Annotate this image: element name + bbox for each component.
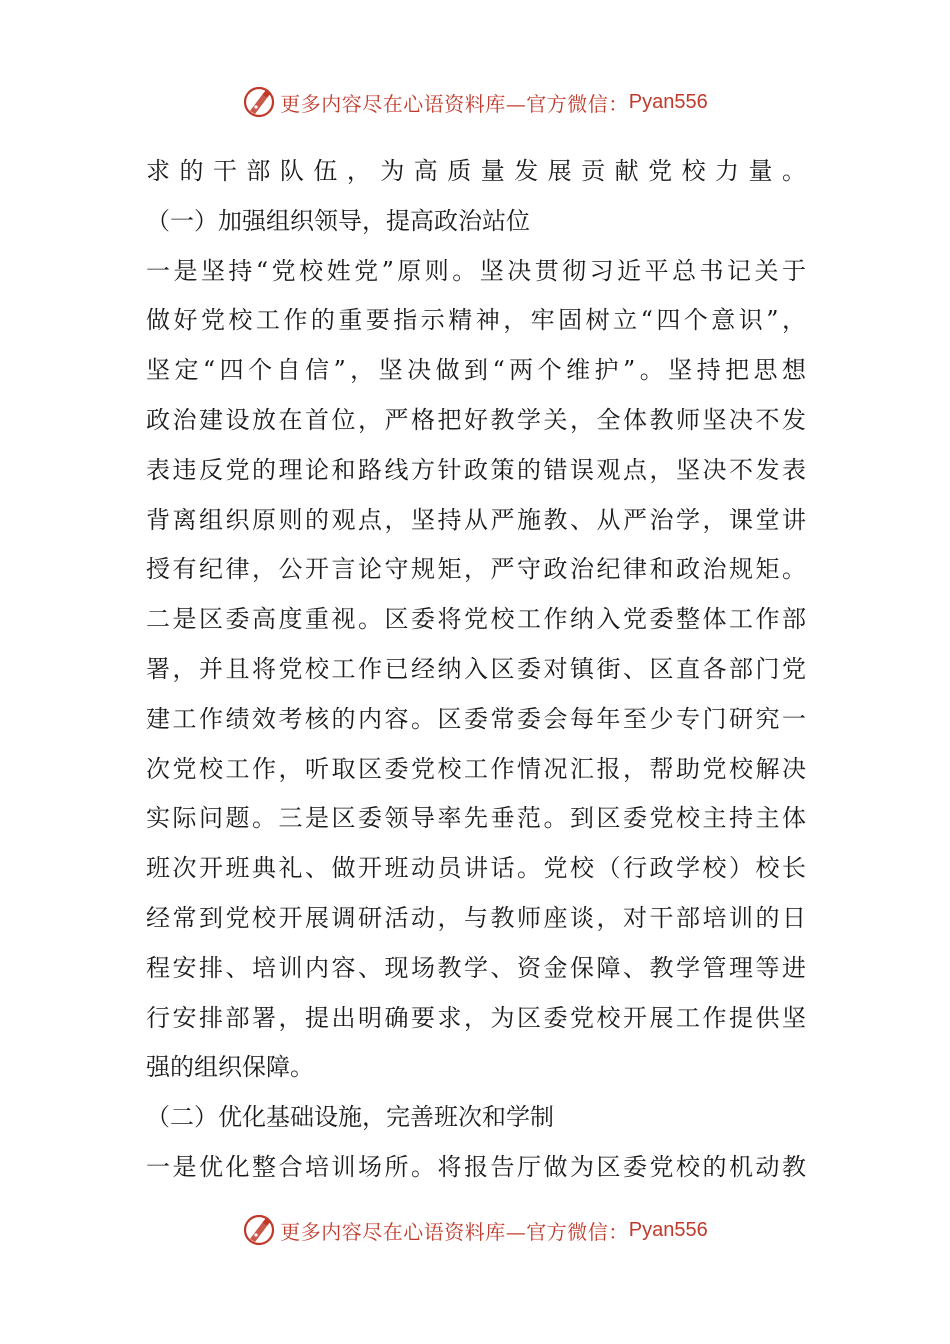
body-line: 经常到党校开展调研活动，与教师座谈，对干部培训的日 [146,903,806,932]
body-line: 建工作绩效考核的内容。区委常委会每年至少专门研究一 [146,704,806,733]
body-line: 行安排部署，提出明确要求，为区委党校开展工作提供坚 [146,1003,806,1032]
body-line: 坚定“四个自信”，坚决做到“两个维护”。坚持把思想 [146,356,806,385]
header-watermark [0,82,950,122]
body-line: 表违反党的理论和路线方针政策的错误观点，坚决不发表 [146,455,806,484]
body-line: 做好党校工作的重要指示精神，牢固树立“四个意识”， [146,306,806,335]
body-line: 二是区委高度重视。区委将党校工作纳入党委整体工作部 [146,605,806,634]
pen-nib-logo-icon [242,85,276,119]
section-heading: （一）加强组织领导，提高政治站位 [146,206,530,235]
body-line: 一是坚持“党校姓党”原则。坚决贯彻习近平总书记关于 [146,256,806,285]
footer-watermark [0,1210,950,1250]
body-line: 次党校工作，听取区委党校工作情况汇报，帮助党校解决 [146,754,806,783]
body-line: 授有纪律，公开言论守规矩，严守政治纪律和政治规矩。 [146,555,806,584]
body-line: 班次开班典礼、做开班动员讲话。党校（行政学校）校长 [146,854,806,883]
body-line: 程安排、培训内容、现场教学、资金保障、教学管理等进 [146,953,806,982]
body-line: 署，并且将党校工作已经纳入区委对镇街、区直各部门党 [146,654,806,683]
body-line: 实际问题。三是区委领导率先垂范。到区委党校主持主体 [146,804,806,833]
body-line: 强的组织保障。 [146,1053,314,1082]
body-line: 一是优化整合培训场所。将报告厅做为区委党校的机动教 [146,1152,806,1181]
watermark-text: 更多内容尽在心语资料库—官方微信： [280,91,629,116]
body-line: 政治建设放在首位，严格把好教学关，全体教师坚决不发 [146,405,806,434]
watermark-wechat-id: Pyan556 [628,90,708,113]
pen-nib-logo-icon [242,1213,276,1247]
document-body [146,147,806,1193]
body-line: 求的干部队伍，为高质量发展贡献党校力量。 [146,157,806,185]
section-heading: （二）优化基础设施，完善班次和学制 [146,1103,554,1132]
body-line: 背离组织原则的观点，坚持从严施教、从严治学，课堂讲 [146,505,806,534]
watermark-text: 更多内容尽在心语资料库—官方微信： [280,1219,629,1244]
watermark-wechat-id: Pyan556 [628,1218,708,1241]
